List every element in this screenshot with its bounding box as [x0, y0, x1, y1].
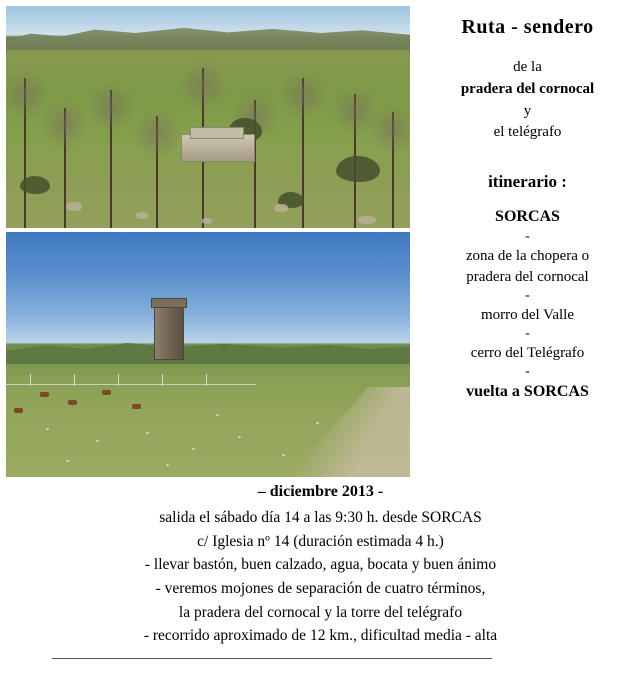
ridge-line	[6, 16, 410, 50]
tree	[392, 112, 394, 228]
cow	[132, 404, 141, 409]
tree	[110, 90, 112, 228]
stone-speck	[46, 428, 49, 430]
stone-speck	[238, 436, 241, 438]
itinerary-item: vuelta a SORCAS	[466, 383, 589, 401]
shrub	[336, 156, 380, 182]
rock	[136, 212, 148, 219]
details-line: - veremos mojones de separación de cuatro términos,	[155, 579, 486, 597]
dirt-path	[260, 387, 410, 477]
itinerary-list	[414, 206, 641, 404]
tree	[254, 100, 256, 228]
fence-post	[74, 374, 75, 386]
photo-telegrafo	[6, 232, 410, 477]
details-line: salida el sábado día 14 a las 9:30 h. desde SORCAS	[159, 509, 482, 527]
bottom-divider	[52, 658, 492, 659]
cow	[14, 408, 23, 413]
itinerary-separator: -	[525, 364, 530, 380]
itinerary-separator: -	[525, 288, 530, 304]
stone-speck	[146, 432, 149, 434]
shrub	[20, 176, 50, 194]
fence-post	[118, 374, 119, 386]
stone-speck	[66, 460, 69, 462]
itinerary-item: zona de la chopera o	[465, 247, 590, 264]
fence-post	[162, 374, 163, 386]
stone-speck	[166, 464, 169, 466]
subtitle-line-2: pradera del cornocal	[460, 80, 595, 97]
cow	[40, 392, 49, 397]
tree	[302, 78, 304, 228]
hill-line	[6, 330, 410, 364]
photo-dehesa	[6, 6, 410, 228]
telegraph-tower	[154, 304, 184, 360]
itinerary-item: pradera del cornocal	[466, 268, 589, 285]
photo-dehesa-scene	[6, 6, 410, 228]
tree	[64, 108, 66, 228]
cow	[68, 400, 77, 405]
rock	[66, 202, 82, 211]
subtitle-line-1: de la	[513, 59, 542, 75]
itinerary-heading: itinerario :	[488, 172, 567, 191]
stone-speck	[192, 448, 195, 450]
subtitle-line-4: el telégrafo	[493, 124, 562, 141]
itinerary-separator: -	[525, 326, 530, 342]
subtitle-line-3: y	[523, 102, 532, 119]
right-text-column	[414, 0, 641, 404]
poster-subtitle	[414, 57, 641, 144]
details-line: c/ Iglesia nº 14 (duración estimada 4 h.)	[197, 532, 444, 550]
itinerary-separator: -	[525, 228, 530, 244]
rock	[358, 216, 376, 224]
cow	[102, 390, 111, 395]
fence-wire	[6, 384, 256, 385]
fence-post	[30, 374, 31, 386]
itinerary-item: SORCAS	[495, 208, 560, 225]
photo-telegrafo-scene	[6, 232, 410, 477]
itinerary-item: morro del Valle	[480, 306, 575, 323]
tree	[24, 78, 26, 228]
stone-ruin	[181, 134, 255, 162]
itinerary-item: cerro del Telégrafo	[470, 345, 585, 361]
tree	[156, 116, 158, 228]
rock	[274, 204, 288, 212]
rock	[202, 218, 212, 224]
fence-post	[206, 374, 207, 386]
details-block	[0, 480, 641, 648]
details-line: - llevar bastón, buen calzado, agua, bocata y buen ánimo	[144, 556, 497, 574]
details-date: – diciembre 2013 -	[257, 483, 384, 500]
poster-title: Ruta - sendero	[461, 16, 594, 38]
stone-speck	[316, 422, 319, 424]
details-line: - recorrido aproximado de 12 km., dificultad media - alta	[143, 627, 498, 645]
stone-speck	[96, 440, 99, 442]
details-line: la pradera del cornocal y la torre del telégrafo	[178, 603, 463, 621]
stone-speck	[282, 454, 285, 456]
stone-speck	[216, 414, 219, 416]
